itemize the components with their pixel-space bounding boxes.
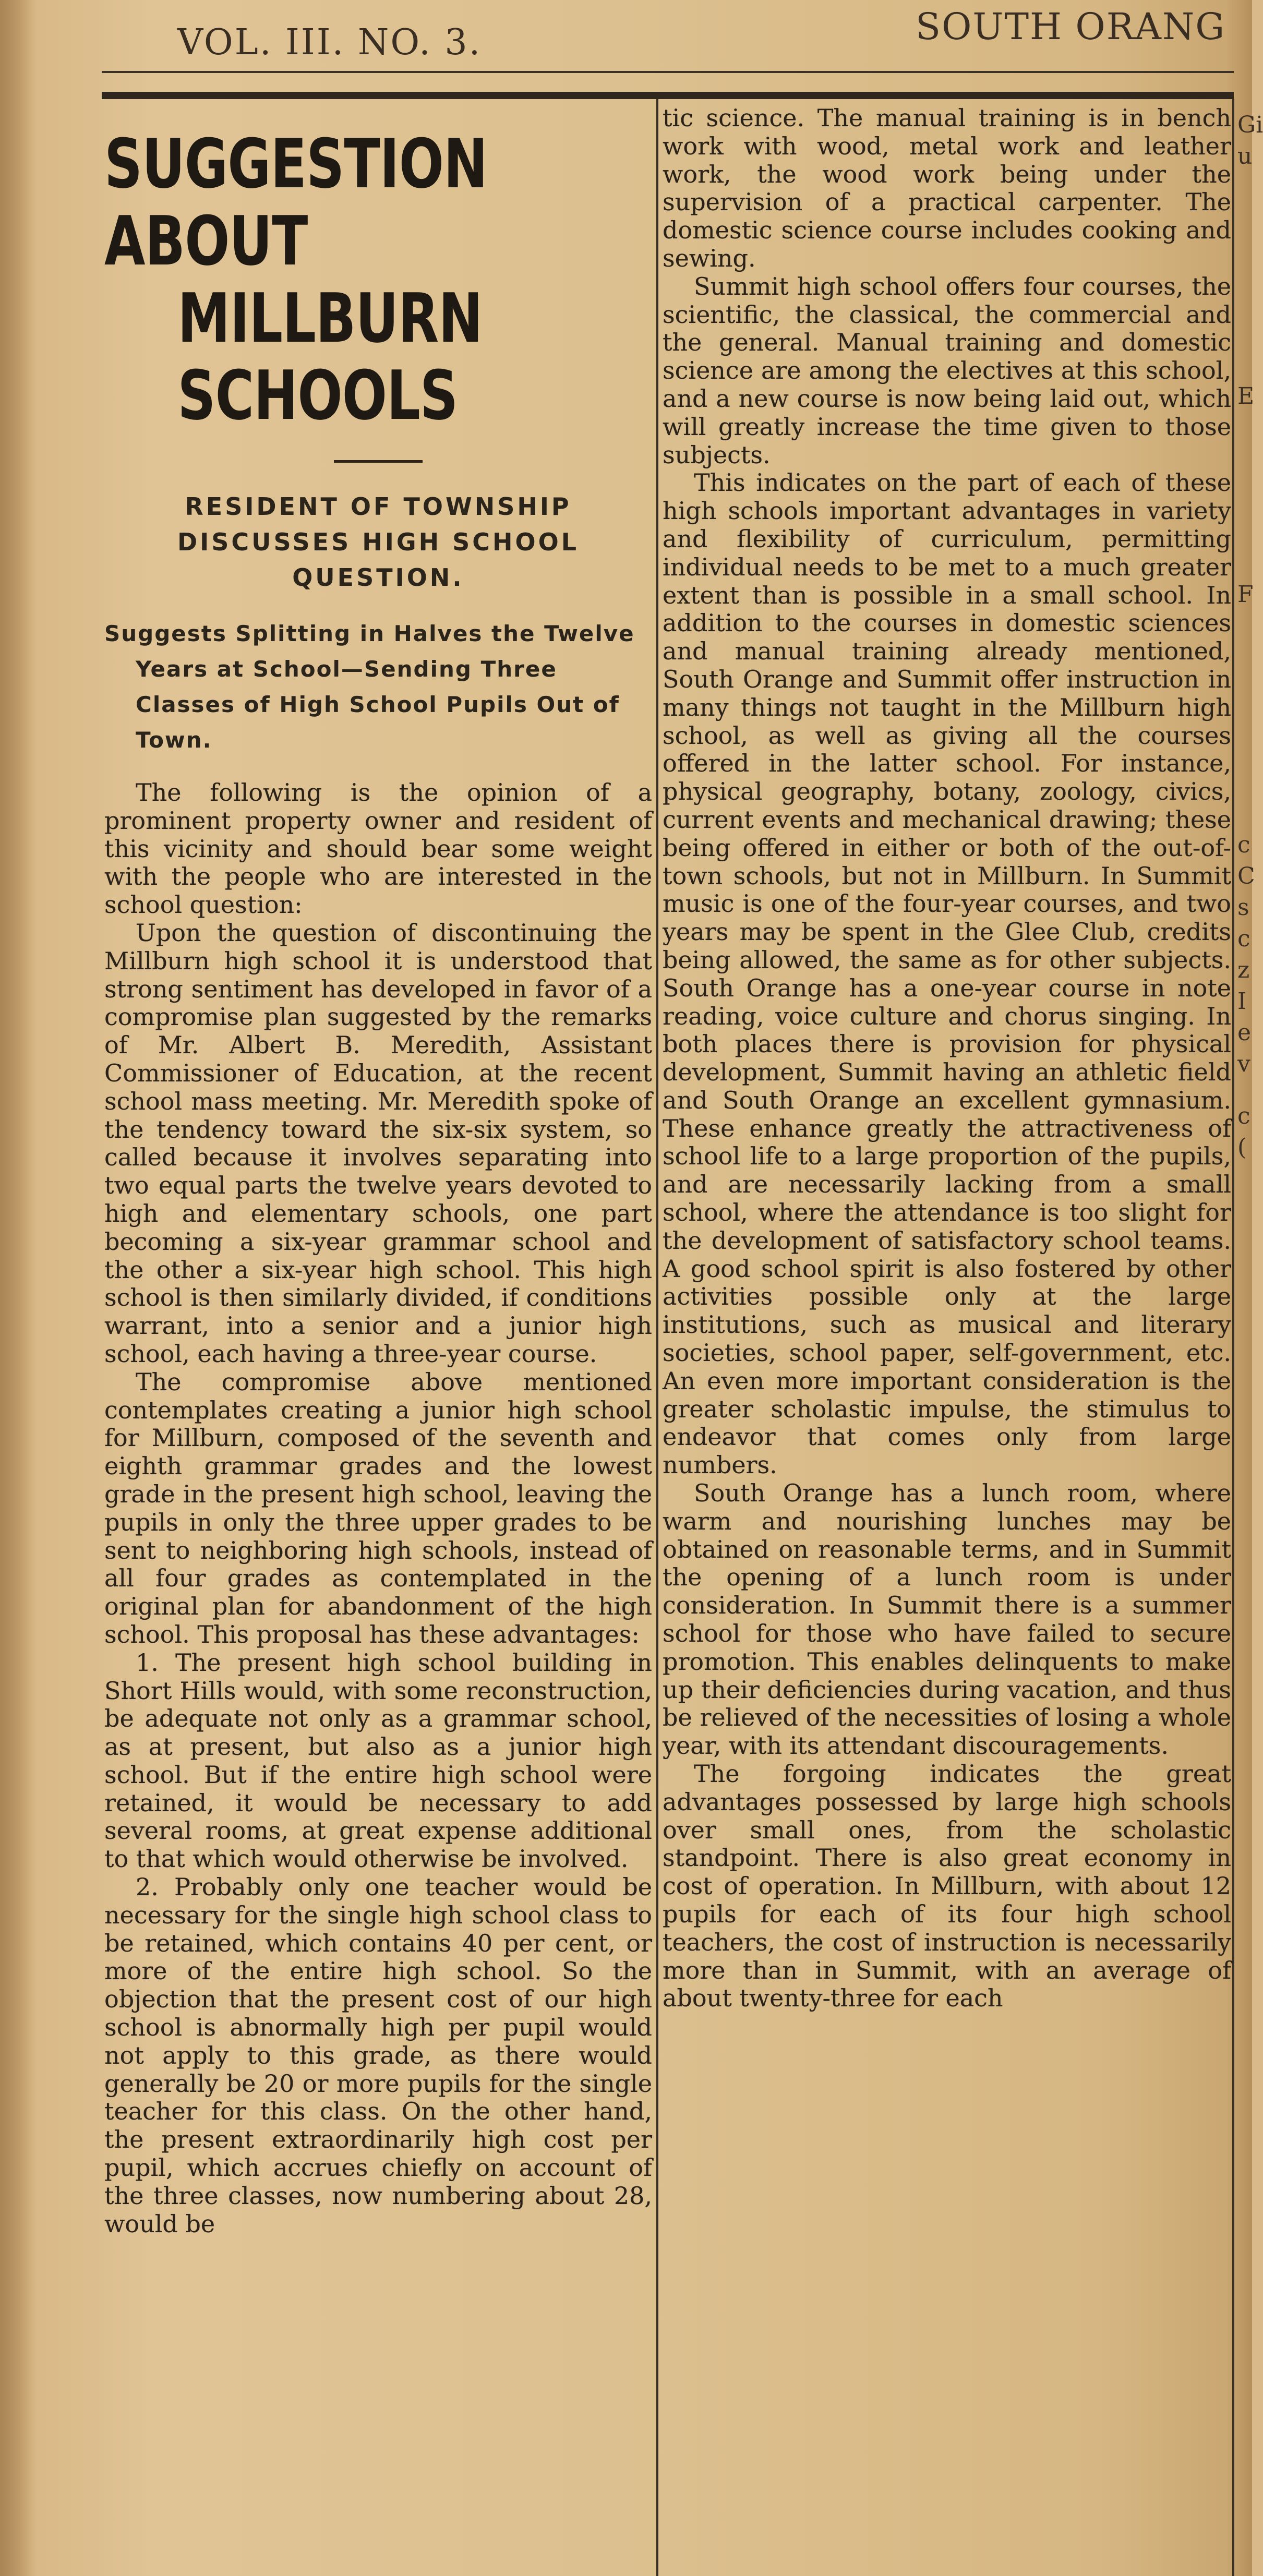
paragraph: The following is the opinion of a prominent property owner and resident of this vicinity and should bear some weight with the people who are interested in the school question: [104, 778, 652, 919]
paragraph: 1. The present high school building in Short Hills would, with some reconstruction, be adequate not only as a grammar school, as at present, but also as a junior high school. But if the entire high school were retained, it would be necessary to add several rooms, at great expense additional to that which would otherwise be involved. [104, 1648, 652, 1873]
volume-number: VOL. III. NO. 3. [177, 22, 482, 63]
town-name: SOUTH ORANG [916, 5, 1226, 48]
edge-fragment: z [1237, 957, 1250, 983]
edge-fragment: C [1237, 863, 1255, 889]
paragraph: tic science. The manual training is in bench work with wood, metal work and leather work, the wood work being under the supervision of a practical carpenter. The domestic science course includes cooking and sewing. [663, 104, 1231, 272]
paragraph: Upon the question of discontinuing the Millburn high school it is understood that strong sentiment has developed in favor of a compromise plan suggested by the remarks of Mr. Albert B. Meredith, Assistant Commissioner of Education, at the recent school mass meeting. Mr. Meredith spoke of the tendency toward the six-six system, so called because it involves separating into two equal parts the twelve years devoted to high and elementary schools, one part becoming a six-year grammar school and the other a six-year high school. This high school is then similarly divided, if conditions warrant, into a senior and a junior high school, each having a three-year course. [104, 918, 652, 1368]
headline [104, 125, 649, 434]
column-divider [656, 99, 658, 2576]
paragraph: South Orange has a lunch room, where warm and nourishing lunches may be obtained on reasonable terms, and in Summit the opening of a lunch room is under consideration. In Summit there is a summer school for those who have failed to secure promotion. This enables delinquents to make up their deficiencies during vacation, and thus be relieved of the necessities of losing a whole year, with its attendant discouragements. [663, 1479, 1231, 1760]
edge-fragment: I [1237, 988, 1247, 1015]
right-column [663, 104, 1231, 2013]
summary-deck [104, 616, 652, 758]
masthead [0, 0, 1252, 89]
masthead-rule-thin [102, 71, 1234, 73]
edge-fragment: e [1237, 1019, 1252, 1046]
edge-fragment: c [1237, 925, 1250, 952]
torn-edge [0, 0, 37, 2576]
edge-fragment: F [1237, 581, 1254, 608]
headline-line-2: MILLBURN SCHOOLS [177, 279, 483, 435]
edge-fragment: v [1237, 1051, 1250, 1077]
headline-divider [334, 460, 423, 463]
edge-fragment: E [1237, 383, 1255, 410]
headline-line-1: SUGGESTION ABOUT [104, 124, 488, 281]
left-body [104, 779, 652, 2238]
masthead-rule-thick [102, 92, 1234, 99]
edge-fragment: s [1237, 894, 1249, 921]
summary-deck-text: Suggests Splitting in Halves the Twelve Years at School—Sending Three Classes of High School Pupils Out of Town. [104, 621, 635, 753]
adjacent-column-fragments [1237, 104, 1263, 1163]
paragraph: This indicates on the part of each of these high schools important advantages in variety and flexibility of curriculum, permitting individual needs to be met to a much greater extent than is possible in a small school. In addition to the courses in domestic sciences and manual training already mentioned, South Orange and Summit offer instruction in many things not taught in the Millburn high school, as well as giving all the courses offered in the latter school. For instance, physical geography, botany, zoology, civics, current events and mechanical drawing; these being offered in either or both of the out-of-town schools, but not in Millburn. In Summit music is one of the four-year courses, and two years may be spent in the Glee Club, credits being allowed, the same as for other subjects. South Orange has a one-year course in note reading, voice culture and chorus singing. In both places there is provision for physical development, Summit having an athletic field and South Orange an excellent gymnasium. These enhance greatly the attractiveness of school life to a large proportion of the pupils, and are necessarily lacking from a small school, where the attendance is too slight for the development of satisfactory school teams. A good school spirit is also fostered by other activities possible only at the large institutions, such as musical and literary societies, school paper, self-government, etc. An even more important consideration is the greater scholastic impulse, the stimulus to endeavor that comes only from large numbers. [663, 468, 1231, 1479]
edge-fragment: c [1237, 1103, 1250, 1129]
edge-fragment: u [1237, 143, 1253, 170]
subheadline: RESIDENT OF TOWNSHIP DISCUSSES HIGH SCHOOL QUESTION. [177, 492, 580, 592]
paragraph: The compromise above mentioned contemplates creating a junior high school for Millburn, composed of the seventh and eighth grammar grades and the lowest grade in the present high school, leaving the pupils in only the three upper grades to be sent to neighboring high schools, instead of all four grades as contemplated in the original plan for abandonment of the high school. This proposal has these advantages: [104, 1367, 652, 1648]
paragraph: The forgoing indicates the great advantages possessed by large high schools over small ones, from the scholastic standpoint. There is also great economy in cost of operation. In Millburn, with about 12 pupils for each of its four high school teachers, the cost of instruction is necessarily more than in Summit, with an average of about twenty-three for each [663, 1760, 1231, 2013]
column-divider-right [1232, 99, 1234, 2576]
edge-fragment: ( [1237, 1134, 1247, 1161]
paragraph: 2. Probably only one teacher would be necessary for the single high school class to be retained, which contains 40 per cent, or more of the entire high school. So the objection that the present cost of our high school is abnormally high per pupil would not apply to this grade, as there would generally be 20 or more pupils for the single teacher for this class. On the other hand, the present extraordinarily high cost per pupil, which accrues chiefly on account of the three classes, now numbering about 28, would be [104, 1873, 652, 2238]
edge-fragment: c [1237, 832, 1250, 858]
left-column [104, 104, 652, 2238]
paragraph: Summit high school offers four courses, the scientific, the classical, the commercial and the general. Manual training and domestic science are among the electives at this school, and a new course is now being laid out, which will greatly increase the time given to those subjects. [663, 272, 1231, 469]
edge-fragment: Gi [1237, 112, 1263, 138]
